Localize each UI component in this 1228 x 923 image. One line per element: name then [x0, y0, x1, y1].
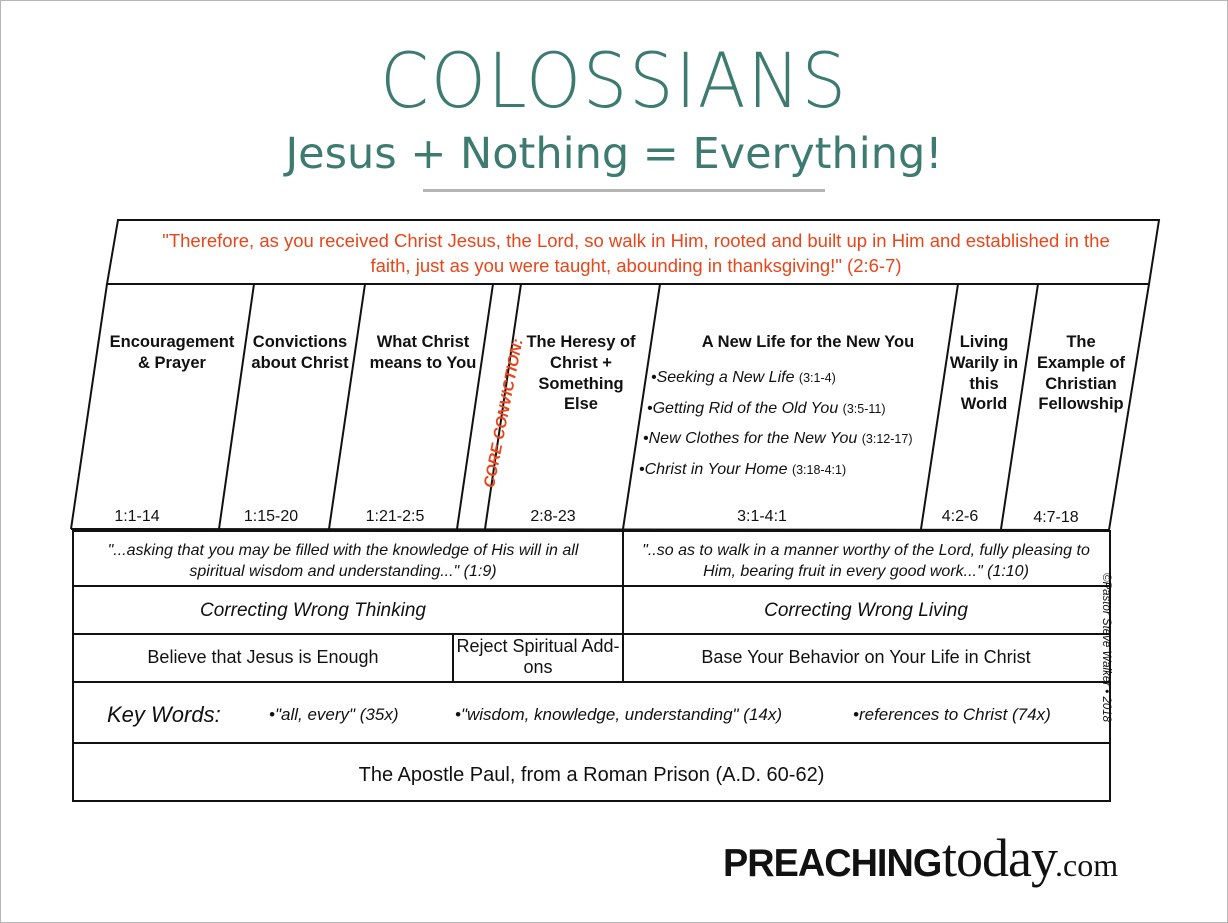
chart-subtitle: Jesus + Nothing = Everything!	[285, 129, 943, 179]
logo-serif-text: today	[942, 828, 1058, 888]
logo-bold-text: PREACHING	[723, 842, 942, 885]
key-word-item: •"all, every" (35x)	[269, 705, 399, 724]
key-words-label: Key Words:	[107, 702, 221, 727]
divider-1	[219, 284, 254, 529]
list-item-text: New Clothes for the New You	[648, 430, 858, 447]
section-title-encouragement: Encouragement & Prayer	[109, 333, 235, 372]
section-ref: 1:15-20	[243, 508, 299, 525]
list-item: •New Clothes for the New You (3:12-17)	[643, 430, 913, 447]
application-left: Believe that Jesus is Enough	[147, 647, 379, 667]
list-item-ref: (3:12-17)	[861, 432, 913, 446]
list-item-ref: (3:5-11)	[842, 402, 886, 416]
section-title-heresy: The Heresy of Christ + Something Else	[526, 333, 636, 414]
section-ref: 1:1-14	[114, 508, 160, 525]
logo-suffix: .com	[1055, 847, 1119, 883]
section-title-new-life: A New Life for the New You	[701, 333, 915, 351]
list-item: •Seeking a New Life (3:1-4)	[651, 369, 836, 386]
section-edge-left	[71, 284, 107, 529]
list-item-ref: (3:1-4)	[798, 371, 836, 385]
core-conviction-label: CORE CONVICTION:	[481, 337, 527, 490]
list-item: •Getting Rid of the Old You (3:5-11)	[647, 400, 886, 417]
application-right: Base Your Behavior on Your Life in Christ	[701, 647, 1031, 667]
key-word-text: "all, every" (35x)	[274, 705, 399, 724]
section-title-what-christ-means: What Christ means to You	[369, 333, 477, 372]
key-word-text: references to Christ (74x)	[858, 705, 1051, 724]
section-ref: 3:1-4:1	[737, 508, 787, 525]
key-word-text: "wisdom, knowledge, understanding" (14x)	[460, 705, 783, 724]
list-item-text: Christ in Your Home	[644, 461, 788, 478]
list-item: •Christ in Your Home (3:18-4:1)	[639, 461, 847, 478]
section-ref: 4:7-18	[1033, 509, 1079, 526]
divider-2	[329, 284, 365, 529]
divider-3	[457, 284, 493, 529]
application-middle: Reject Spiritual Add-ons	[456, 636, 620, 677]
quote-right: "..so as to walk in a manner worthy of the Lord, fully pleasing to Him, bearing fruit in every good work..." (1:10)	[642, 542, 1090, 580]
list-item-ref: (3:18-4:1)	[791, 463, 847, 477]
section-title-living-warily: Living Warily in this World	[949, 333, 1019, 414]
theme-verse: "Therefore, as you received Christ Jesus, the Lord, so walk in Him, rooted and built up in Him and established in the faith, just as you were taught, abounding in thanksgiving!" (2:6-7)	[162, 230, 1110, 276]
section-ref: 2:8-23	[530, 508, 576, 525]
section-title-convictions: Convictions about Christ	[251, 333, 349, 372]
key-word-item: •references to Christ (74x)	[853, 705, 1051, 724]
theme-left: Correcting Wrong Thinking	[200, 600, 426, 621]
preaching-today-logo	[723, 827, 1118, 899]
list-item-text: Seeking a New Life	[656, 369, 795, 386]
key-word-item: •"wisdom, knowledge, understanding" (14x)	[455, 705, 783, 724]
section-ref: 1:21-2:5	[365, 508, 425, 525]
chart-title: COLOSSIANS	[380, 36, 848, 125]
section-baseline	[71, 529, 1109, 530]
list-item-text: Getting Rid of the Old You	[652, 400, 839, 417]
theme-right: Correcting Wrong Living	[764, 600, 968, 621]
quote-left: "...asking that you may be filled with the knowledge of His will in all spiritual wisdom and understanding..." (1:9)	[107, 542, 579, 580]
copyright-notice: ©Pastor Steve Walker • 2018	[1100, 573, 1112, 723]
author-line: The Apostle Paul, from a Roman Prison (A.D. 60-62)	[358, 764, 825, 786]
section-ref: 4:2-6	[941, 508, 979, 525]
section-title-example: The Example of Christian Fellowship	[1036, 333, 1126, 414]
